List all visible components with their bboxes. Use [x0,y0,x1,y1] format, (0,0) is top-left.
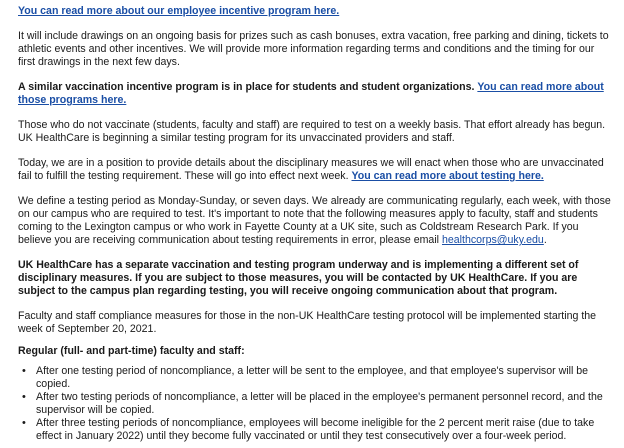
paragraph-prizes: It will include drawings on an ongoing basis for prizes such as cash bonuses, extra vacation, free parking and dining, tickets to athletic events and other incentives. We will provide more information regarding terms and conditions and the timing for our first drawings in the next few days. [18,30,609,68]
disciplinary-text: Today, we are in a position to provide details about the disciplinary measures we will enact when those who are unvaccinated fail to fulfill the testing requirement. These will go into effect next week. [18,157,604,182]
paragraph-testing-period [18,195,614,247]
paragraph-employee-incentive [18,5,614,18]
employee-incentive-link[interactable]: You can read more about our employee incentive program here. [18,5,340,17]
healthcorps-email-link[interactable]: healthcorps@uky.edu [441,234,544,246]
noncompliance-list [18,365,614,443]
paragraph-weekly-testing: Those who do not vaccinate (students, faculty and staff) are required to test on a weekly basis. That effort already has begun. UK HealthCare is beginning a similar testing program for its unvaccinated providers and staff. [18,119,606,144]
testing-period-text: We define a testing period as Monday-Sunday, or seven days. We already are communicating regularly, each week, with those on our campus who are required to test. It's important to note that the following measures apply to faculty, staff and students coming to the Lexington campus or who work in Fayette County at a UK site, such as Coldstream Research Park. If you believe you are receiving communication about testing requirements in error, please email [18,195,611,246]
paragraph-compliance-start: Faculty and staff compliance measures for those in the non-UK HealthCare testing protocol will be implemented starting the week of September 20, 2021. [18,310,597,335]
list-item: • After three testing periods of noncompliance, employees will become ineligible for the 2 percent merit raise (due to take effect in January 2022) until they become fully vaccinated or until they test consecutively over a four-week period. [34,417,614,443]
testing-period-end: . [543,234,547,246]
paragraph-uk-healthcare: UK HealthCare has a separate vaccination and testing program underway and is implementing a different set of disciplinary measures. If you are subject to those measures, you will be contacted by UK HealthCare. If you are subject to the campus plan regarding testing, you will receive ongoing communication about that program. [18,259,579,297]
student-incentive-text: A similar vaccination incentive program is in place for students and student organizations. [18,81,475,93]
list-item: • After one testing period of noncompliance, a letter will be sent to the employee, and that employee's supervisor will be copied. [34,365,614,391]
paragraph-disciplinary [18,157,614,183]
student-programs-link[interactable]: You can read more about those programs here. [18,81,604,106]
list-item: • After two testing periods of noncompliance, a letter will be placed in the employee's permanent personnel record, and the supervisor will be copied. [34,391,614,417]
paragraph-student-incentive [18,81,614,107]
regular-staff-heading: Regular (full- and part-time) faculty and staff: [18,345,245,357]
testing-info-link[interactable]: You can read more about testing here. [351,170,544,182]
